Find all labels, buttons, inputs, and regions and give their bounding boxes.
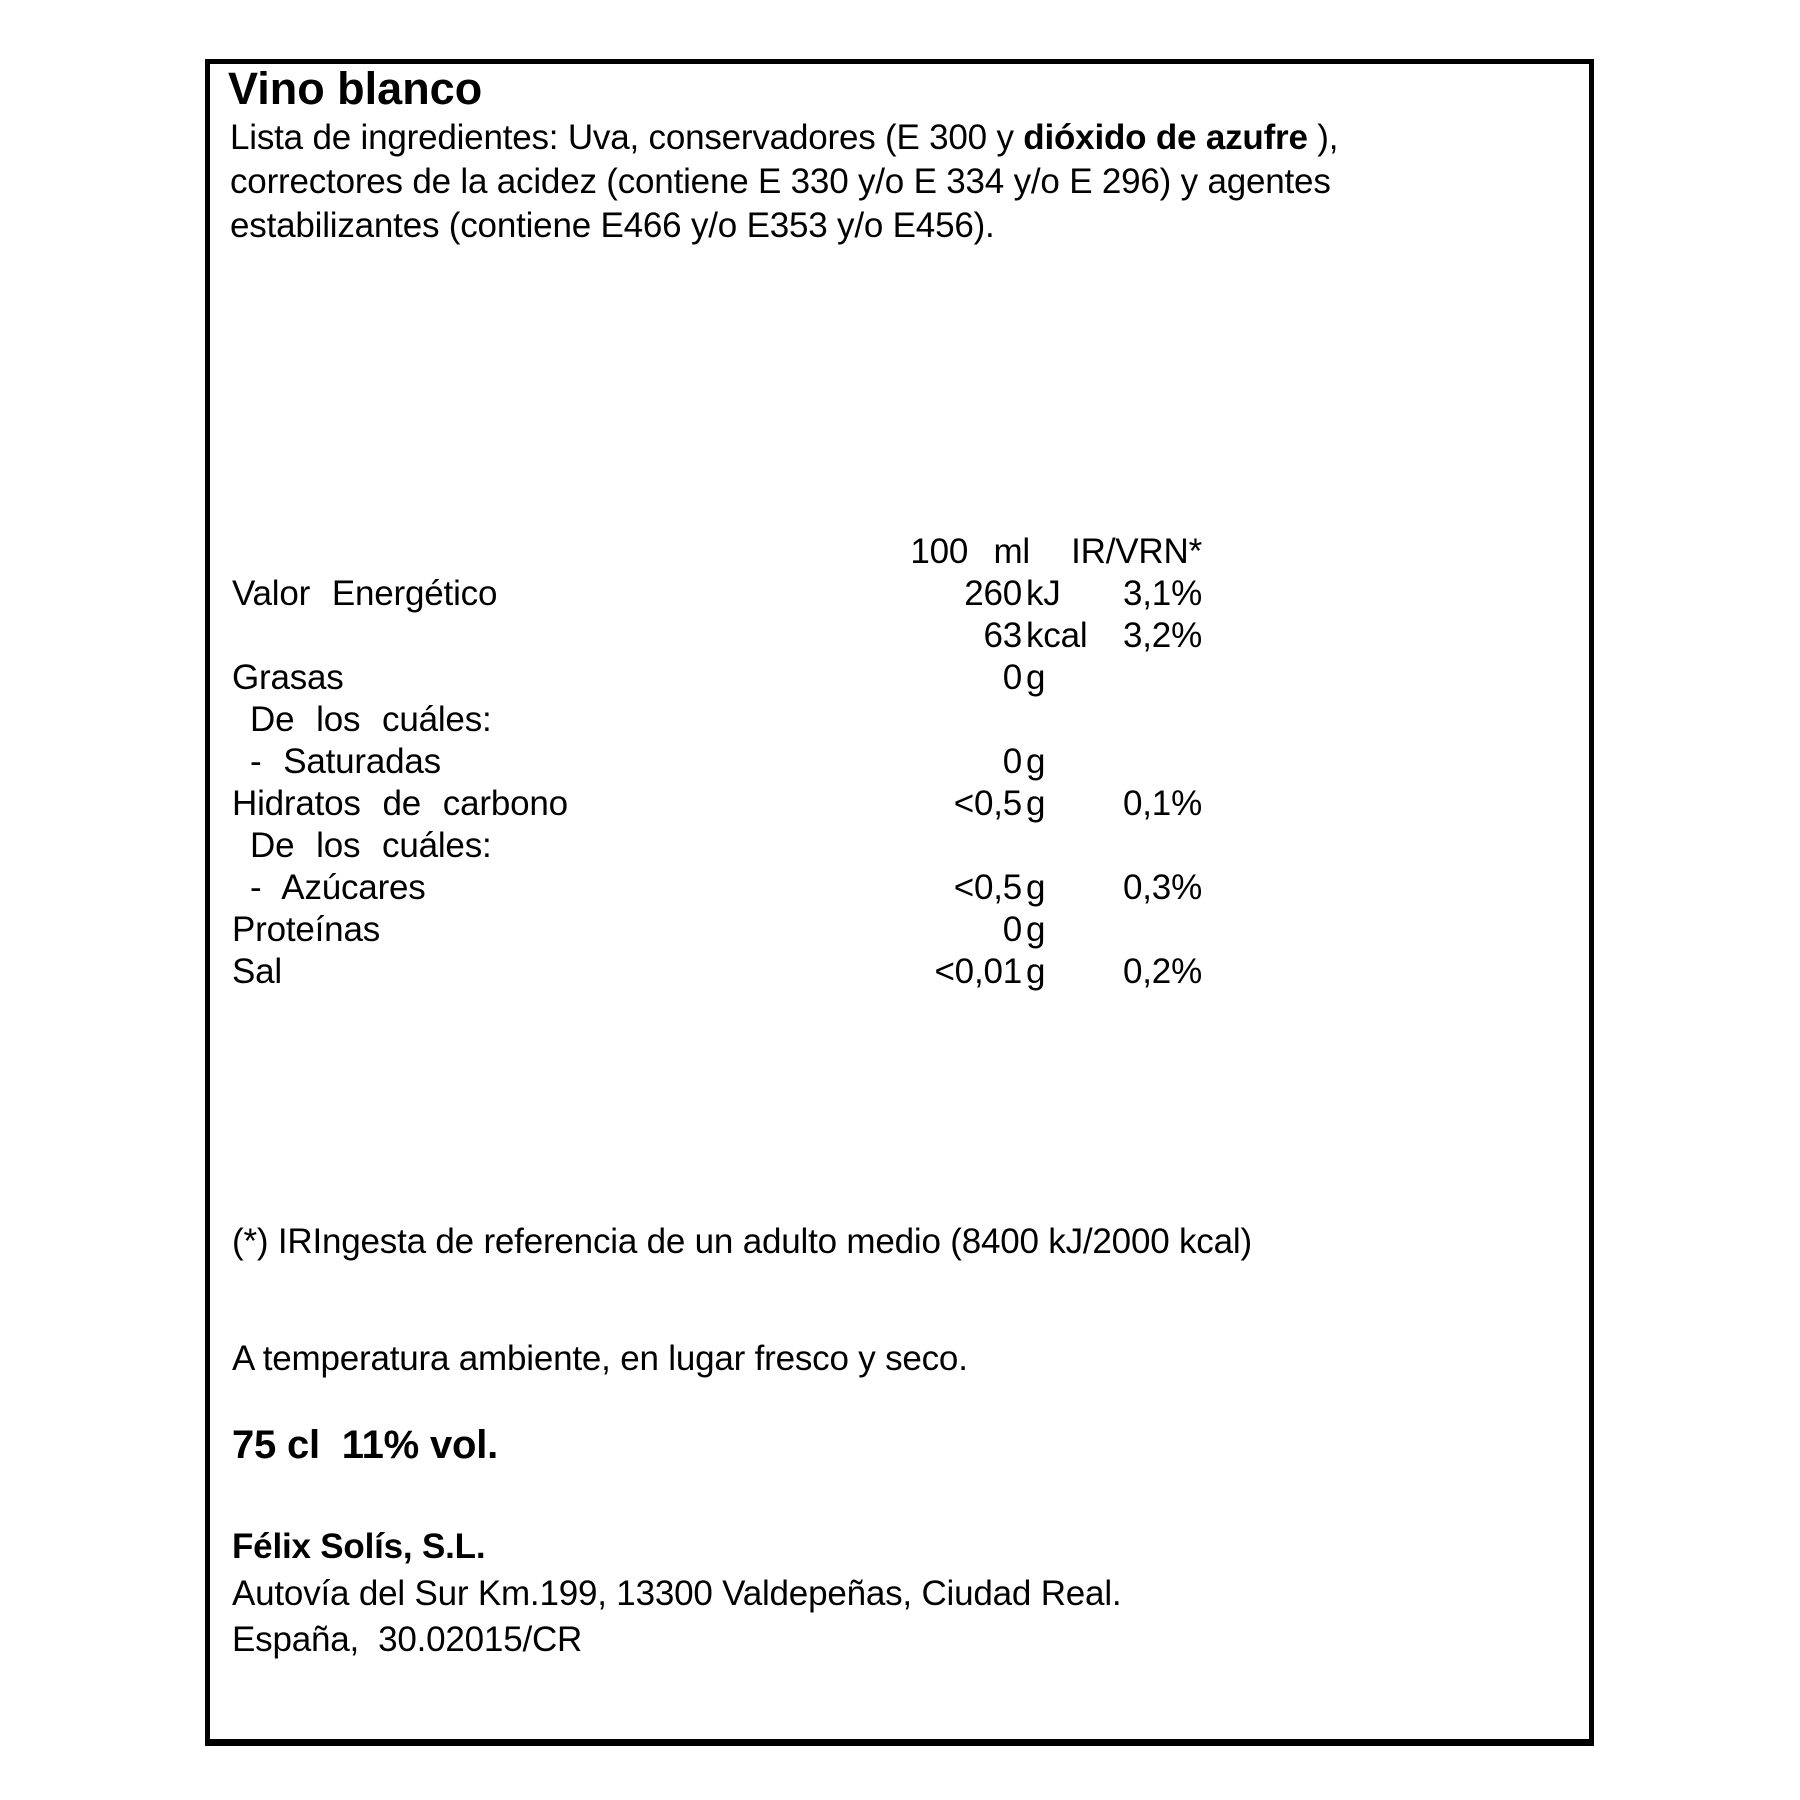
nutrition-row: [210, 573, 1589, 615]
nutrient-unit: g: [1026, 952, 1046, 991]
nutrient-pct: 0,2%: [1123, 952, 1202, 991]
column-header-amount: 100 ml: [910, 532, 1030, 571]
nutrition-row: [210, 741, 1589, 783]
nutrient-amount: <0,01: [934, 952, 1022, 991]
label-panel: [205, 59, 1594, 1746]
volume-abv: 75 cl 11% vol.: [232, 1423, 499, 1467]
nutrient-label: Valor Energético: [232, 574, 498, 613]
nutrition-row: [210, 867, 1589, 909]
nutrient-unit: kJ: [1026, 574, 1061, 613]
nutrient-sublabel: - Azúcares: [250, 868, 426, 907]
storage-instructions: A temperatura ambiente, en lugar fresco y seco.: [232, 1339, 968, 1378]
nutrition-row: [210, 951, 1589, 993]
nutrient-amount: <0,5: [953, 784, 1022, 823]
nutrient-pct: 0,3%: [1123, 868, 1202, 907]
nutrition-header-row: [210, 531, 1589, 573]
ingredients-line3: estabilizantes (contiene E466 y/o E353 y/o E456).: [230, 206, 995, 245]
ingredients-line2: correctores de la acidez (contiene E 330 y/o E 334 y/o E 296) y agentes: [230, 162, 1331, 201]
nutrient-unit: g: [1026, 784, 1046, 823]
nutrient-label: Sal: [232, 952, 282, 991]
nutrition-row: [210, 909, 1589, 951]
nutrient-amount: 63: [983, 616, 1022, 655]
nutrient-amount: 0: [1002, 910, 1022, 949]
nutrient-amount: 0: [1002, 658, 1022, 697]
column-header-pct: IR/VRN*: [1071, 532, 1202, 571]
nutrition-row: [210, 657, 1589, 699]
nutrient-label: Hidratos de carbono: [232, 784, 568, 823]
nutrient-label: Proteínas: [232, 910, 381, 949]
nutrition-row: [210, 615, 1589, 657]
nutrient-unit: kcal: [1026, 616, 1088, 655]
nutrient-amount: 260: [964, 574, 1022, 613]
ingredients-line1-post: ),: [1307, 118, 1339, 157]
nutrient-unit: g: [1026, 868, 1046, 907]
nutrient-unit: g: [1026, 910, 1046, 949]
nutrition-row: [210, 825, 1589, 867]
producer-country-registration: España, 30.02015/CR: [232, 1620, 583, 1659]
producer-address: Autovía del Sur Km.199, 13300 Valdepeñas, Ciudad Real.: [232, 1574, 1122, 1613]
ingredients-allergen: dióxido de azufre: [1023, 118, 1308, 157]
product-title: Vino blanco: [228, 63, 483, 114]
nutrient-sublabel: De los cuáles:: [250, 826, 492, 865]
nutrient-pct: 0,1%: [1123, 784, 1202, 823]
nutrient-label: Grasas: [232, 658, 344, 697]
nutrition-row: [210, 699, 1589, 741]
nutrition-table: [210, 64, 1589, 1739]
nutrient-unit: g: [1026, 658, 1046, 697]
reference-intake-note: (*) IRIngesta de referencia de un adulto medio (8400 kJ/2000 kcal): [232, 1222, 1252, 1261]
producer-name: Félix Solís, S.L.: [232, 1527, 486, 1566]
nutrient-pct: 3,2%: [1123, 616, 1202, 655]
nutrient-sublabel: De los cuáles:: [250, 700, 492, 739]
nutrient-unit: g: [1026, 742, 1046, 781]
nutrition-row: [210, 783, 1589, 825]
nutrient-pct: 3,1%: [1123, 574, 1202, 613]
ingredients-line1-pre: Lista de ingredientes: Uva, conservadores (E 300 y: [230, 118, 1024, 157]
nutrient-sublabel: - Saturadas: [250, 742, 441, 781]
nutrient-amount: <0,5: [953, 868, 1022, 907]
nutrient-amount: 0: [1002, 742, 1022, 781]
